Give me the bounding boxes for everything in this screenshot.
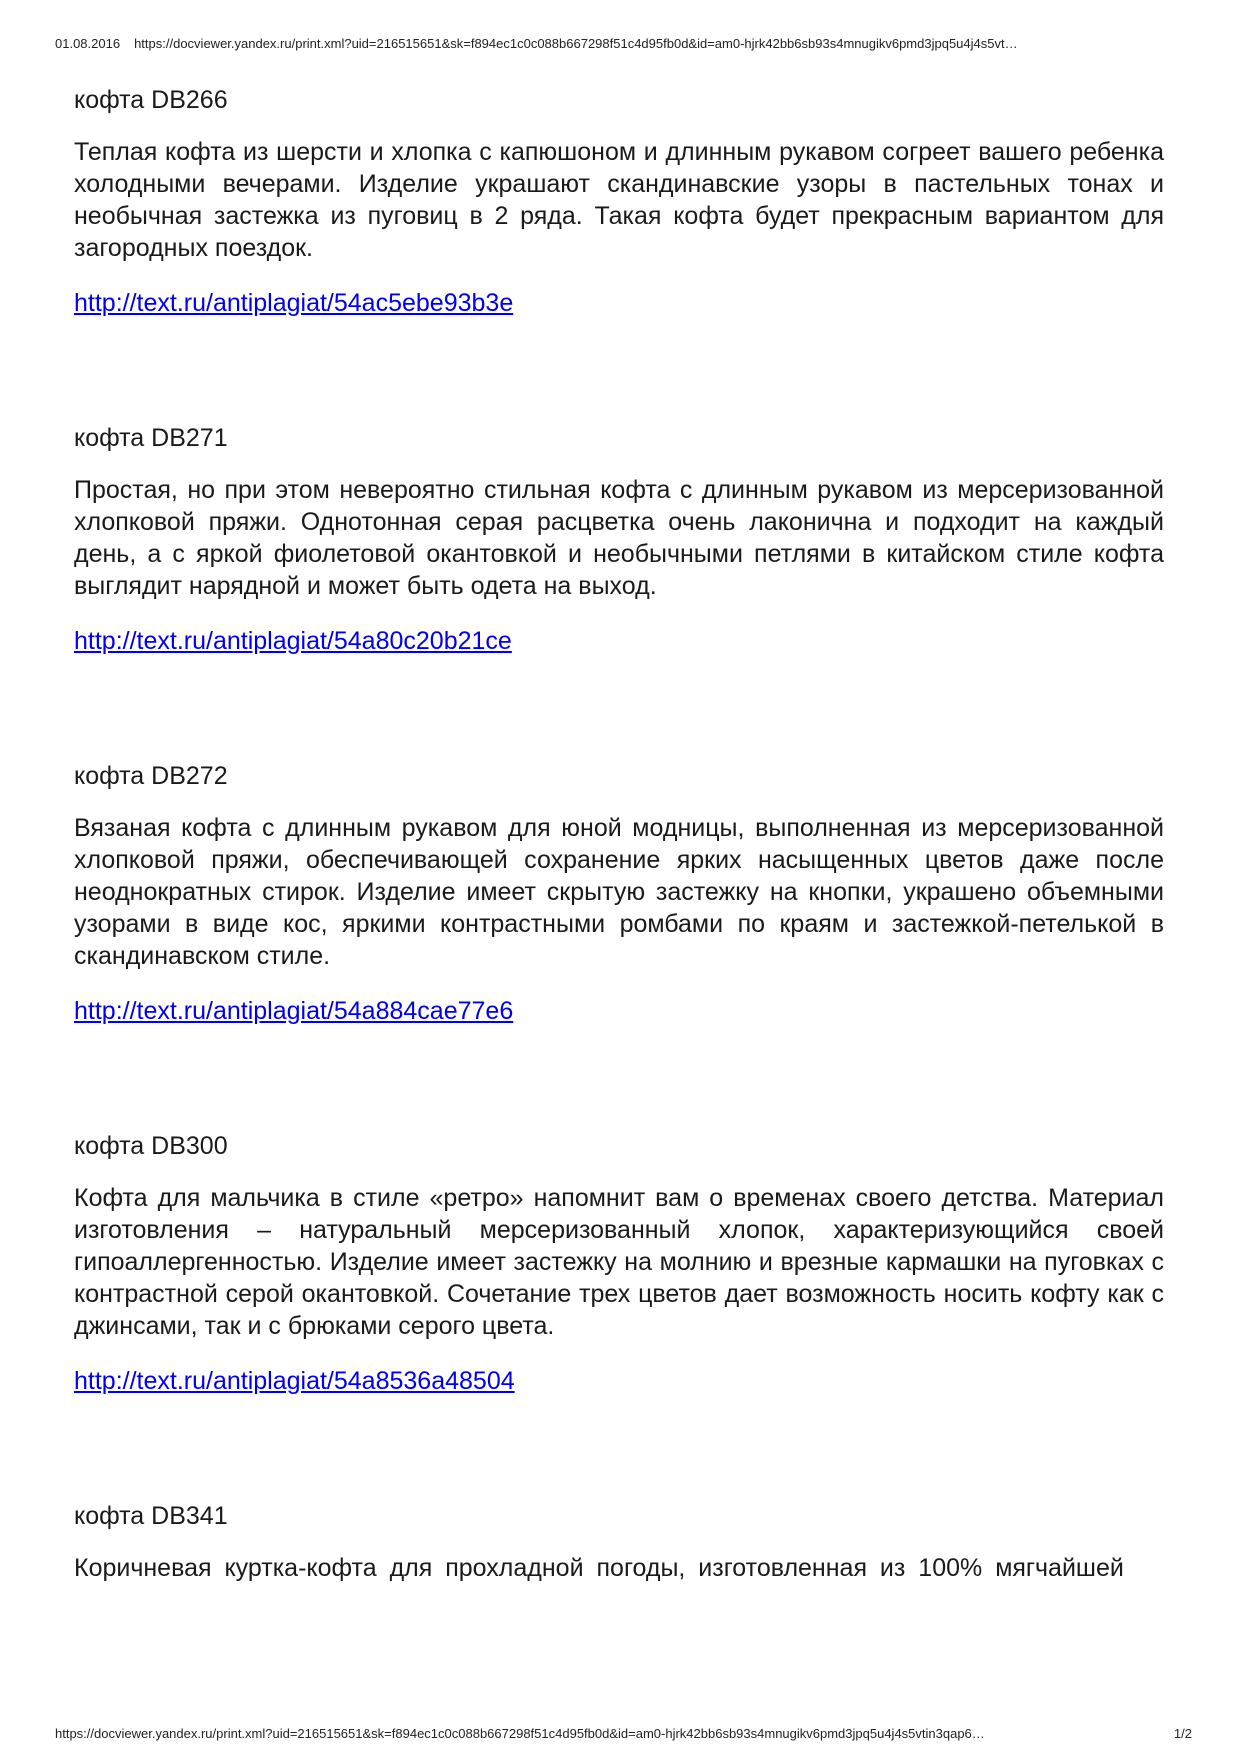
product-title: кофта DB341	[74, 1502, 228, 1530]
print-footer-url: https://docviewer.yandex.ru/print.xml?uid=216515651&sk=f894ec1c0c088b667298f51c4d95fb0d&id=am0-hjrk42bb6sb93s4mnugikv6pmd3jpq5u4j4s5vtin3qap6…	[55, 1726, 985, 1741]
product-title: кофта DB300	[74, 1132, 228, 1160]
product-title: кофта DB266	[74, 86, 228, 114]
product-entry	[74, 760, 1164, 1027]
antiplagiat-link[interactable]: http://text.ru/antiplagiat/54ac5ebe93b3e	[74, 289, 514, 317]
product-title: кофта DB271	[74, 424, 228, 452]
antiplagiat-link[interactable]: http://text.ru/antiplagiat/54a8536a48504	[74, 1367, 515, 1395]
product-entry	[74, 1130, 1164, 1397]
print-header	[55, 36, 1192, 51]
product-description: Вязаная кофта с длинным рукавом для юной модницы, выполненная из мерсеризованной хлопковой пряжи, обеспечивающей сохранение ярких насыщенных цветов даже после неоднократных стирок. Изделие имеет скрытую застежку на кнопки, украшено объемными узорами в виде кос, яркими контрастными ромбами по краям и застежкой-петелькой в скандинавском стиле.	[74, 814, 1164, 970]
product-entry	[74, 1500, 1164, 1584]
print-footer	[55, 1726, 1192, 1741]
product-description: Теплая кофта из шерсти и хлопка с капюшоном и длинным рукавом согреет вашего ребенка холодными вечерами. Изделие украшают скандинавские узоры в пастельных тонах и необычная застежка из пуговиц в 2 ряда. Такая кофта будет прекрасным вариантом для загородных поездок.	[74, 138, 1164, 262]
print-header-url: https://docviewer.yandex.ru/print.xml?uid=216515651&sk=f894ec1c0c088b667298f51c4d95fb0d&id=am0-hjrk42bb6sb93s4mnugikv6pmd3jpq5u4j4s5vt…	[134, 36, 1018, 51]
document-content	[74, 84, 1164, 1607]
product-entry	[74, 422, 1164, 657]
antiplagiat-link[interactable]: http://text.ru/antiplagiat/54a884cae77e6	[74, 997, 514, 1025]
product-title: кофта DB272	[74, 762, 228, 790]
product-entry	[74, 84, 1164, 319]
product-description: Простая, но при этом невероятно стильная кофта с длинным рукавом из мерсеризованной хлопковой пряжи. Однотонная серая расцветка очень лаконична и подходит на каждый день, а с яркой фиолетовой окантовкой и необычными петлями в китайском стиле кофта выглядит нарядной и может быть одета на выход.	[74, 476, 1164, 600]
product-description: Кофта для мальчика в стиле «ретро» напомнит вам о временах своего детства. Материал изготовления – натуральный мерсеризованный хлопок, характеризующийся своей гипоаллергенностью. Изделие имеет застежку на молнию и врезные кармашки на пуговках с контрастной серой окантовкой. Сочетание трех цветов дает возможность носить кофту как с джинсами, так и с брюками серого цвета.	[74, 1184, 1164, 1340]
antiplagiat-link[interactable]: http://text.ru/antiplagiat/54a80c20b21ce	[74, 627, 512, 655]
product-description: Коричневая куртка-кофта для прохладной погоды, изготовленная из 100% мягчайшей	[74, 1554, 1124, 1582]
print-date: 01.08.2016	[55, 36, 121, 51]
page-number: 1/2	[1173, 1726, 1192, 1741]
